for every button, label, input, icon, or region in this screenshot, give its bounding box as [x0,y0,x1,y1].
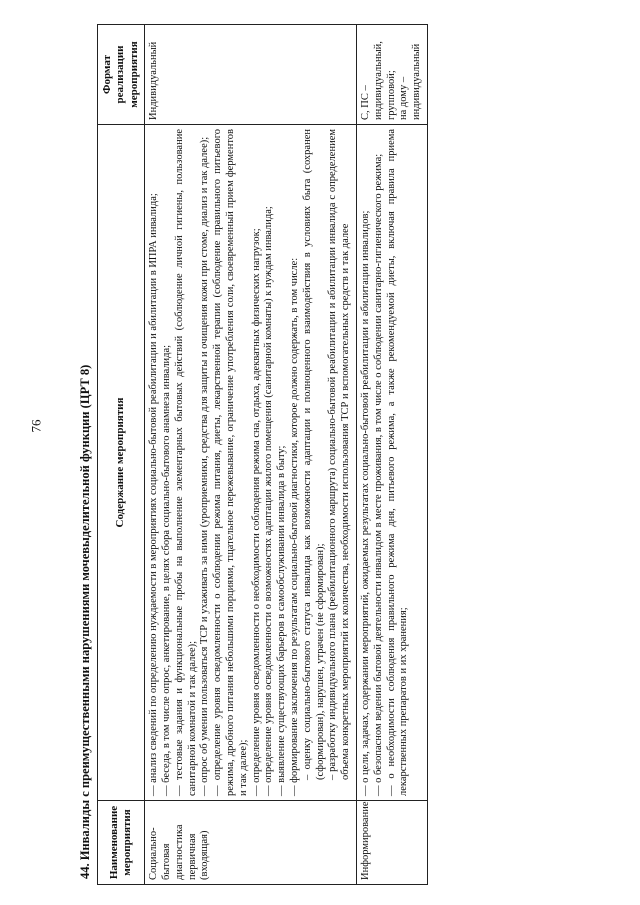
row-1-name [145,801,357,885]
table-row [145,25,357,885]
header-name: Наименование мероприятия [98,801,145,885]
rotated-page-content [78,25,568,885]
row-1-format [145,25,357,125]
table-header-row [98,25,145,885]
row-1-name-line: Социально-бытовая диагностика [148,824,185,880]
format-line: на дому – [398,76,410,120]
content-item: — опрос об умении пользоваться ТСР и ухаживать за ними (уроприемники, средства для защиты и очищения кожи при стоме, диализ и так далее); [199,136,211,796]
content-item: — тестовые задания и функциональные пробы на выполнение элементарных бытовых действий (соблюдение личной гигиены, пользование санитарной комнатой и так далее); [173,129,198,796]
content-item: — о необходимости соблюдения правильного режима дня, питьевого режима, а также рекомендуемой диеты, включая правила приема лекарственных препаратов и их хранения; [385,129,410,796]
row-1-name-line: (входящая) [199,830,211,880]
content-item: — определение уровня осведомленности о необходимости соблюдения режима сна, отдыха, адекватных физических нагрузок; [250,228,262,796]
format-line: С, ПС – [359,85,371,120]
format-line: Индивидуальный [148,41,160,120]
content-item: — о цели, задачах, содержании мероприятий, ожидаемых результатах социально-бытовой реабилитации и абилитации инвалидов; [359,210,371,796]
content-item: — выявление существующих барьеров в самообслуживании инвалида в быту; [276,445,288,796]
content-subitem: – оценку социально-бытового статуса инвалида как возможности адаптации и полноценного взаимодействия в условиях быта (сохранен (сформирован), нарушен, утрачен (не сформирован); [301,129,326,780]
content-item: — о безопасном ведении бытовой деятельности инвалидом в месте проживания, в том числе о соблюдении санитарно-гигиенического режима; [372,153,384,796]
content-item: — анализ сведений по определению нуждаемости в мероприятиях социально-бытовой реабилитации и абилитации в ИПРА инвалида; [148,193,160,796]
format-line: групповой; [385,70,397,120]
content-subitem: – разработку индивидуального плана (реабилитационного маршрута) социально-бытовой реабилитации и абилитации инвалида с определением объема конкретных мероприятий их количества, необходимости использования ТСР и вспомогательных средств и так далее [327,129,352,780]
header-content: Содержание мероприятия [98,125,145,801]
content-item: — определение уровня осведомленности о возможностях адаптации жилого помещения (санитарной комнаты) к нуждам инвалида; [263,206,275,796]
row-2-name [356,801,427,885]
row-2-name-line: Информирование [359,801,371,880]
row-1-content [145,125,357,801]
format-line: индивидуальный [411,43,423,120]
content-item: — формирование заключения по результатам социально-бытовой диагностики, которое должно содержать, в том числе: [288,257,300,796]
header-format: Формат реализации мероприятия [98,25,145,125]
measures-table [97,24,428,885]
table-row [356,25,427,885]
section-title: 44. Инвалиды с преимущественными нарушениями мочевыделительной функции (ЦРТ 8) [78,364,92,879]
format-line: индивидуальный, [372,41,384,120]
content-item: — беседа, в том числе опрос, анкетирование, в целях сбора социально-бытового анамнеза инвалида; [161,344,173,796]
content-item: — определение уровня осведомленности о соблюдении режима питания, диеты, лекарственной терапии (соблюдение правильного питьевого режима, дробного питания небольшими порциями, тщательное пережевывание, ограничение употребления соли, своевременный прием ферментов и так далее); [212,129,249,796]
row-1-name-line: первичная [186,833,198,880]
row-2-format [356,25,427,125]
row-2-content [356,125,427,801]
page-number: 76 [28,419,44,433]
